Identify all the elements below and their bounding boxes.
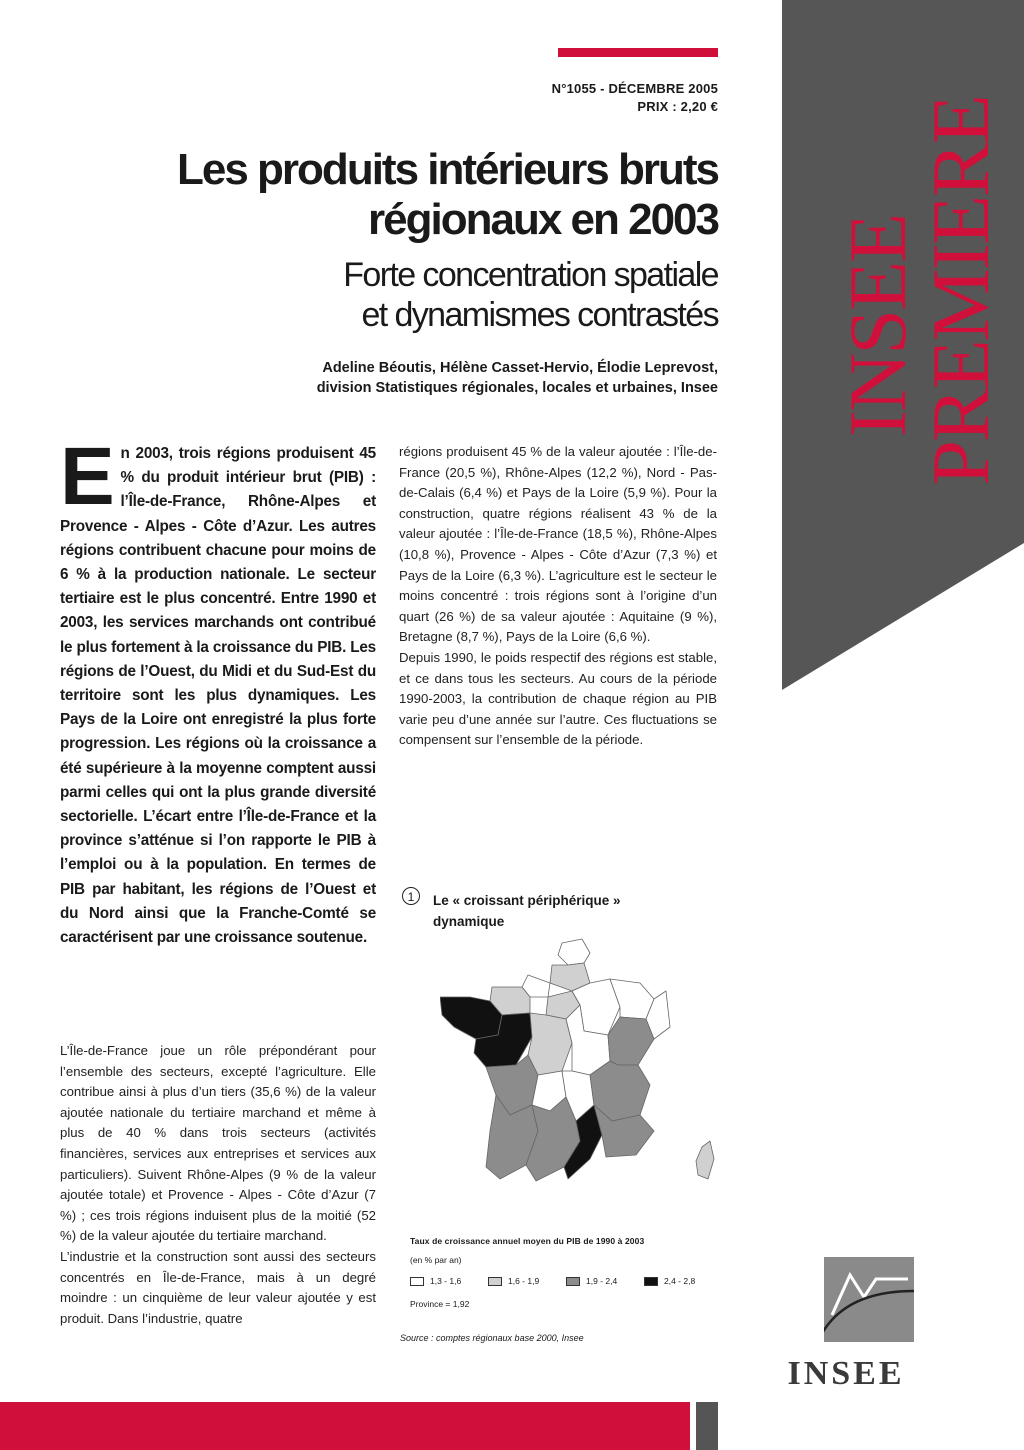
- subtitle-line-2: et dynamismes contrastés: [361, 296, 718, 334]
- page-title: [98, 145, 718, 245]
- legend-item: [644, 1276, 695, 1286]
- lead-text: n 2003, trois régions produisent 45 % du produit intérieur brut (PIB) : l’Île-de-France, Rhône-Alpes et Provence - Alpes - Côte d’Azur. Les autres régions contribuent chacune pour moins de 6 % à la production nationale. Le secteur tertiaire est le plus concentré. Entre 1990 et 2003, les services marchands ont contribué le plus fortement à la croissance du PIB. Les régions de l’Ouest, du Midi et du Sud-Est du territoire sont les plus dynamiques. Les Pays de la Loire ont enregistré la plus forte progression. Les régions où la croissance a été supérieure à la moyenne comptent aussi parmi celles qui ont la plus grande diversité sectorielle. L’écart entre l’Île-de-France et la province s’atténue si l’on rapporte le PIB à l’emploi ou à la population. En termes de PIB par habitant, les régions de l’Ouest et du Nord ainsi que la Franche-Comté se caractérisent par une croissance soutenue.: [60, 445, 376, 947]
- col2-paragraph-1: régions produisent 45 % de la valeur ajoutée : l’Île-de-France (20,5 %), Rhône-Alpes (12,2 %), Nord - Pas-de-Calais (6,4 %) et Pays de la Loire (5,9 %). Pour la construction, quatre régions réalisent 43 % de la valeur ajoutée : l’Île-de-France (18,5 %), Rhône-Alpes (10,8 %), Provence - Alpes - Côte d’Azur (7,3 %) et Pays de la Loire (6,3 %). L’agriculture est le secteur le moins concentré : trois régions sont à l’origine d’un quart (26 %) de sa valeur ajoutée : Aquitaine (9 %), Bretagne (8,7 %), Pays de la Loire (6,6 %).: [399, 444, 717, 645]
- figure-source: Source : comptes régionaux base 2000, Insee: [400, 1333, 584, 1343]
- insee-emblem-icon: [824, 1257, 914, 1342]
- legend-label: 1,9 - 2,4: [586, 1276, 618, 1286]
- bottom-red-band: [0, 1402, 690, 1450]
- legend-unit: (en % par an): [410, 1255, 462, 1265]
- france-region-map: [440, 935, 730, 1195]
- issue-number: N°1055 - DÉCEMBRE 2005: [551, 81, 718, 96]
- insee-logo-text: INSEE: [787, 1355, 905, 1392]
- figure-title-line-1: Le « croissant périphérique »: [433, 893, 621, 908]
- col1-paragraph-1: L’Île-de-France joue un rôle prépondérant pour l’ensemble des secteurs, excepté l’agriculture. Elle contribue ainsi à plus d’un tiers (35,6 %) de la valeur ajoutée nationale du tertiaire marchand et même à plus de 40 % dans trois secteurs (activités financières, services aux entreprises et services aux particuliers). Suivent Rhône-Alpes (9 % de la valeur ajoutée totale) et Provence - Alpes - Côte d’Azur (7 %) ; ces trois régions induisent plus de la moitié (52 %) de la valeur ajoutée du tertiaire marchand.: [60, 1043, 376, 1244]
- issue-info: [552, 80, 718, 116]
- brand-logo-vertical: [810, 36, 1024, 556]
- province-average: Province = 1,92: [410, 1299, 470, 1309]
- drop-cap: E: [60, 431, 115, 522]
- body-column-1: [60, 1041, 376, 1329]
- figure-title: [433, 890, 673, 932]
- insee-logo-emblem: [824, 1257, 914, 1342]
- col2-paragraph-2: Depuis 1990, le poids respectif des régions est stable, et ce dans tous les secteurs. Au cours de la période 1990-2003, la contribution de chaque région au PIB varie peu d’une année sur l’autre. Ces fluctuations se compensent sur l’ensemble de la période.: [399, 649, 717, 748]
- brand-premiere-text: PREMIERE: [915, 96, 1006, 486]
- legend-swatch: [566, 1277, 580, 1286]
- legend-item: [488, 1276, 539, 1286]
- title-line-2: régionaux en 2003: [368, 195, 718, 244]
- subtitle-line-1: Forte concentration spatiale: [343, 256, 718, 294]
- bottom-grey-band: [696, 1402, 718, 1450]
- figure-number: 1: [402, 887, 420, 905]
- authors-line-2: division Statistiques régionales, locales et urbaines, Insee: [316, 380, 718, 396]
- region-centre: [528, 1013, 572, 1075]
- lead-paragraph: [60, 431, 376, 950]
- map-legend: [410, 1276, 730, 1292]
- legend-label: 1,3 - 1,6: [430, 1276, 462, 1286]
- legend-title: Taux de croissance annuel moyen du PIB de 1990 à 2003: [410, 1236, 645, 1246]
- brand-insee-text: INSEE: [832, 214, 923, 438]
- region-franche-comte: [608, 1017, 654, 1065]
- legend-item: [410, 1276, 461, 1286]
- region-nord: [558, 939, 590, 965]
- legend-swatch: [488, 1277, 502, 1286]
- title-line-1: Les produits intérieurs bruts: [177, 145, 718, 194]
- body-column-2: [399, 442, 717, 751]
- page-subtitle: [158, 255, 718, 335]
- legend-item: [566, 1276, 617, 1286]
- figure-title-line-2: dynamique: [433, 914, 505, 929]
- legend-label: 1,6 - 1,9: [508, 1276, 540, 1286]
- region-corse: [696, 1141, 714, 1179]
- authors: [98, 358, 718, 398]
- top-red-rule: [558, 48, 718, 57]
- legend-swatch: [410, 1277, 424, 1286]
- authors-line-1: Adeline Béoutis, Hélène Casset-Hervio, Élodie Leprevost,: [322, 360, 718, 376]
- legend-swatch: [644, 1277, 658, 1286]
- issue-price: PRIX : 2,20 €: [637, 99, 718, 114]
- legend-label: 2,4 - 2,8: [664, 1276, 696, 1286]
- col1-paragraph-2: L’industrie et la construction sont aussi des secteurs concentrés en Île-de-France, mais à un degré moindre : un cinquième de leur valeur ajoutée y est produit. Dans l’industrie, quatre: [60, 1248, 376, 1326]
